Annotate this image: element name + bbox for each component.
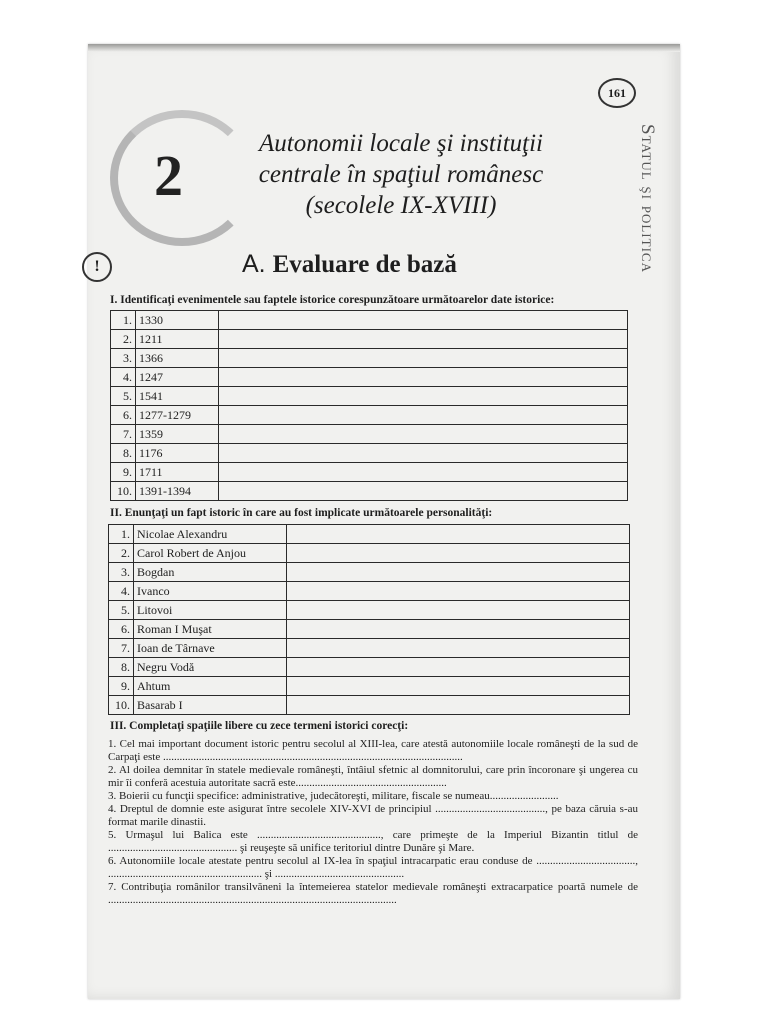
table-row bbox=[111, 482, 628, 501]
answer-cell[interactable] bbox=[219, 444, 628, 463]
answer-cell[interactable] bbox=[287, 677, 630, 696]
row-person: Ivanco bbox=[134, 582, 287, 601]
question-2-title: II. Enunţaţi un fapt istoric în care au fost implicate următoarele personalităţi: bbox=[110, 507, 493, 519]
book-page bbox=[88, 44, 680, 999]
answer-cell[interactable] bbox=[219, 311, 628, 330]
table-row bbox=[111, 425, 628, 444]
answer-cell[interactable] bbox=[287, 639, 630, 658]
row-date: 1359 bbox=[136, 425, 219, 444]
section-title: Evaluare de bază bbox=[272, 251, 457, 278]
answer-cell[interactable] bbox=[287, 563, 630, 582]
table-row bbox=[111, 444, 628, 463]
exclamation-icon: ! bbox=[82, 252, 112, 282]
row-number: 1. bbox=[109, 525, 134, 544]
row-number: 2. bbox=[109, 544, 134, 563]
answer-cell[interactable] bbox=[287, 582, 630, 601]
table-row bbox=[109, 582, 630, 601]
answer-cell[interactable] bbox=[287, 658, 630, 677]
chapter-title-line-1: Autonomii locale şi instituţii bbox=[258, 130, 544, 157]
row-person: Bogdan bbox=[134, 563, 287, 582]
answer-cell[interactable] bbox=[219, 425, 628, 444]
row-number: 7. bbox=[109, 639, 134, 658]
table-row bbox=[109, 620, 630, 639]
row-number: 8. bbox=[111, 444, 136, 463]
fill-in-list bbox=[108, 738, 638, 907]
answer-cell[interactable] bbox=[219, 406, 628, 425]
table-row bbox=[109, 696, 630, 715]
table-row bbox=[111, 406, 628, 425]
row-person: Roman I Muşat bbox=[134, 620, 287, 639]
answer-cell[interactable] bbox=[219, 387, 628, 406]
table-row bbox=[109, 563, 630, 582]
row-person: Ahtum bbox=[134, 677, 287, 696]
row-number: 2. bbox=[111, 330, 136, 349]
row-number: 4. bbox=[111, 368, 136, 387]
row-date: 1330 bbox=[136, 311, 219, 330]
table-row bbox=[109, 544, 630, 563]
row-person: Nicolae Alexandru bbox=[134, 525, 287, 544]
chapter-number: 2 bbox=[154, 143, 183, 208]
answer-cell[interactable] bbox=[287, 525, 630, 544]
chapter-title-line-3: (secolele IX-XVIII) bbox=[305, 192, 497, 219]
table-row bbox=[109, 658, 630, 677]
row-number: 8. bbox=[109, 658, 134, 677]
row-number: 10. bbox=[109, 696, 134, 715]
chapter-title-line-2: centrale în spaţiul românesc bbox=[258, 161, 544, 188]
table-row bbox=[111, 311, 628, 330]
answer-cell[interactable] bbox=[287, 601, 630, 620]
row-number: 4. bbox=[109, 582, 134, 601]
answer-cell[interactable] bbox=[287, 544, 630, 563]
answer-cell[interactable] bbox=[219, 349, 628, 368]
question-3-title: III. Completaţi spaţiile libere cu zece termeni istorici corecţi: bbox=[110, 720, 409, 732]
row-number: 1. bbox=[111, 311, 136, 330]
answer-cell[interactable] bbox=[287, 620, 630, 639]
row-number: 5. bbox=[111, 387, 136, 406]
answer-cell[interactable] bbox=[219, 463, 628, 482]
row-date: 1176 bbox=[136, 444, 219, 463]
answer-cell[interactable] bbox=[287, 696, 630, 715]
fill-in-item[interactable]: 3. Boierii cu funcţii specifice: administrative, judecătoreşti, militare, fiscale se numeau......................... bbox=[108, 790, 559, 802]
row-number: 6. bbox=[111, 406, 136, 425]
table-row bbox=[111, 368, 628, 387]
row-number: 3. bbox=[111, 349, 136, 368]
fill-in-item[interactable]: 1. Cel mai important document istoric pentru secolul al XIII-lea, care atestă autonomiile locale româneşti de la sud de Carpaţi este ............................................................................................................. bbox=[108, 738, 638, 763]
row-number: 9. bbox=[109, 677, 134, 696]
row-number: 6. bbox=[109, 620, 134, 639]
fill-in-item[interactable]: 5. Urmaşul lui Balica este ............................................., care primeşte de la Imperiul Bizantin titlul de ............................................... şi reuşeşte să unifice teritoriul dintre Dunăre şi Mare. bbox=[108, 829, 638, 854]
side-title: Statul şi politica bbox=[637, 124, 658, 273]
fill-in-item[interactable]: 6. Autonomiile locale atestate pentru secolul al IX-lea în spaţiul intracarpatic erau conduse de ...................................., ........................................................ şi ............................................... bbox=[108, 855, 638, 880]
row-date: 1711 bbox=[136, 463, 219, 482]
answer-cell[interactable] bbox=[219, 482, 628, 501]
row-person: Ioan de Târnave bbox=[134, 639, 287, 658]
section-letter: A. bbox=[242, 250, 266, 278]
row-number: 5. bbox=[109, 601, 134, 620]
table-row bbox=[111, 330, 628, 349]
row-person: Basarab I bbox=[134, 696, 287, 715]
fill-in-item[interactable]: 7. Contribuţia românilor transilvăneni la întemeierea statelor medievale româneşti extracarpatice poartă numele de ......................................................................................................... bbox=[108, 881, 638, 906]
table-row bbox=[109, 601, 630, 620]
row-person: Litovoi bbox=[134, 601, 287, 620]
fill-in-item[interactable]: 4. Dreptul de domnie este asigurat între secolele XIV-XVI de principiul ........................................, pe baza căruia s-au format marile dinastii. bbox=[108, 803, 638, 828]
row-date: 1211 bbox=[136, 330, 219, 349]
table-row bbox=[109, 639, 630, 658]
personalities-table bbox=[108, 524, 630, 715]
chapter-title bbox=[236, 128, 566, 221]
table-row bbox=[111, 349, 628, 368]
row-date: 1391-1394 bbox=[136, 482, 219, 501]
dates-table bbox=[110, 310, 628, 501]
answer-cell[interactable] bbox=[219, 368, 628, 387]
question-1-title: I. Identificaţi evenimentele sau faptele istorice corespunzătoare următoarelor date istorice: bbox=[110, 294, 555, 306]
section-heading bbox=[242, 250, 457, 279]
row-date: 1277-1279 bbox=[136, 406, 219, 425]
row-number: 7. bbox=[111, 425, 136, 444]
row-person: Carol Robert de Anjou bbox=[134, 544, 287, 563]
answer-cell[interactable] bbox=[219, 330, 628, 349]
row-date: 1247 bbox=[136, 368, 219, 387]
row-date: 1541 bbox=[136, 387, 219, 406]
row-number: 9. bbox=[111, 463, 136, 482]
table-row bbox=[111, 463, 628, 482]
table-row bbox=[111, 387, 628, 406]
row-person: Negru Vodă bbox=[134, 658, 287, 677]
table-row bbox=[109, 677, 630, 696]
fill-in-item[interactable]: 2. Al doilea demnitar în statele medievale româneşti, întâiul sfetnic al domnitorului, care prin încoronare şi ungerea cu mir îi conferă acestuia autoritate sacră este....................................................... bbox=[108, 764, 638, 789]
page-edge-shadow bbox=[88, 44, 680, 52]
row-number: 10. bbox=[111, 482, 136, 501]
page-number: 161 bbox=[598, 78, 636, 108]
row-date: 1366 bbox=[136, 349, 219, 368]
table-row bbox=[109, 525, 630, 544]
row-number: 3. bbox=[109, 563, 134, 582]
